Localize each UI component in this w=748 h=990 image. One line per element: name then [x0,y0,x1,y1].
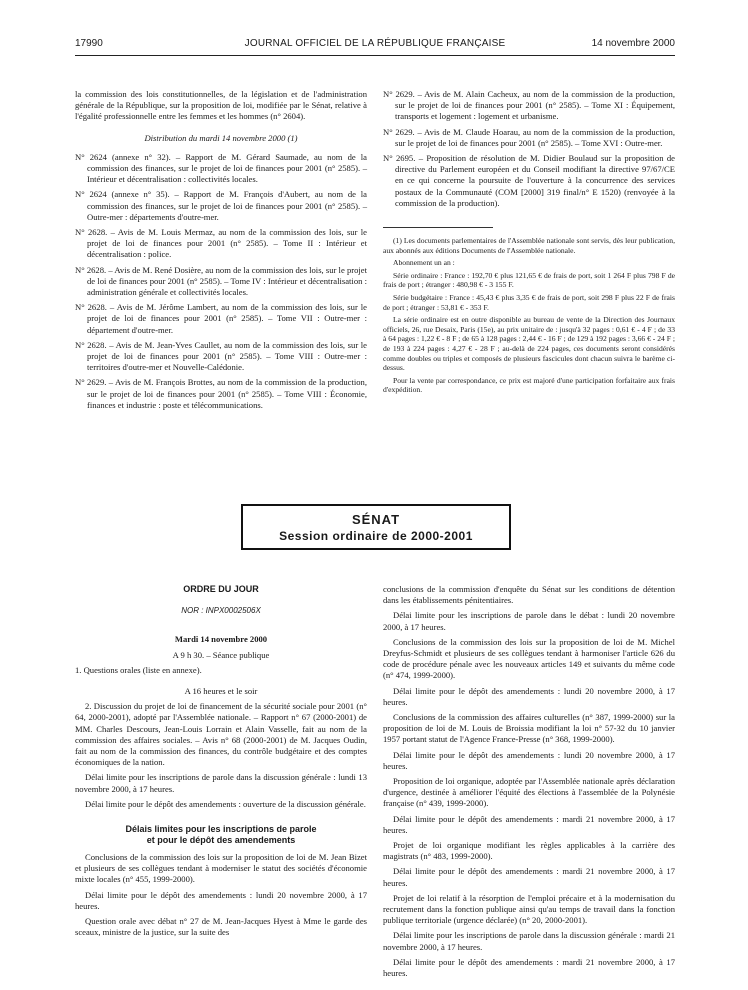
nor-reference: NOR : INPX0002506X [181,606,261,616]
deadline-note: Délai limite pour le dépôt des amendements : mardi 21 novembre 2000, à 17 heures. [383,866,675,888]
footnote: Abonnement un an : [393,258,455,268]
document-entry: N° 2695. – Proposition de résolution de M. Didier Boulaud sur la proposition de directive du Parlement européen et du Conseil modifiant la directive 97/67/CE en ce qui concerne la poursuite de l'ouverture à la concurrence des services postaux de la Communauté (COM [2000] 319 final/n° E 1520) (renvoyée à la commission de la production). [383,153,675,208]
agenda-paragraph: Question orale avec débat n° 27 de M. Jean-Jacques Hyest à Mme le garde des sceaux, ministre de la justice, sur la suite des [75,916,367,938]
agenda-paragraph: Projet de loi organique modifiant les règles applicables à la carrière des magistrats (n° 483, 1999-2000). [383,840,675,862]
deadline-note: Délai limite pour le dépôt des amendements : lundi 20 novembre 2000, à 17 heures. [383,749,675,771]
intro-paragraph: la commission des lois constitutionnelles, de la législation et de l'administration générale de la République, sur la proposition de loi, modifiée par le Sénat, relative à l'égalité professionnelle entre les femmes et les hommes (n° 2604). [75,89,367,122]
agenda-item: 2. Discussion du projet de loi de financement de la sécurité sociale pour 2001 (n° 64, 2000-2001), adopté par l'Assemblée nationale. – Rapport n° 67 (2000-2001) de MM. Charles Descours, Jean-Louis Lorrain et Alain Vasselle, fait au nom de la commission des affaires sociales. – Avis n° 68 (2000-2001) de M. Jacques Oudin, fait au nom de la commission des finances, du contrôle budgétaire et des comptes économiques de la nation. [75,701,367,768]
deadline-note: Délai limite pour le dépôt des amendements : lundi 20 novembre 2000, à 17 heures. [75,889,367,911]
session-date: Mardi 14 novembre 2000 [174,634,268,645]
agenda-paragraph: Proposition de loi organique, adoptée par l'Assemblée nationale après déclaration d'urgence, destinée à améliorer l'équité des élections à l'assemblée de la Polynésie française (n° 439, 1999-2000). [383,776,675,809]
footnote-rule [383,227,493,228]
document-entry: N° 2628. – Avis de M. Louis Mermaz, au nom de la commission des lois, sur le projet de loi de finances pour 2001 (n° 2585). – Tome II : Intérieur et décentralisation : police. [75,227,367,260]
document-entry: N° 2624 (annexe n° 35). – Rapport de M. François d'Aubert, au nom de la commission des finances, sur le projet de loi de finances pour 2001 (n° 2585). – Outre-mer : départements d'outre-mer. [75,189,367,222]
document-entry: N° 2628. – Avis de M. Jérôme Lambert, au nom de la commission des lois, sur le projet de loi de finances pour 2001 (n° 2585). – Tome VII : Outre-mer : département d'outre-mer. [75,302,367,335]
heading-line: Délais limites pour les inscriptions de parole [125,824,317,835]
seance-morning: A 9 h 30. – Séance publique [172,649,270,660]
header-rule [75,55,675,56]
header-date: 14 novembre 2000 [591,38,675,49]
footnote: Série ordinaire : France : 192,70 € plus 121,65 € de frais de port, soit 1 264 F plus 798 F de frais de port ; étranger : 480,98 € - 3 155 F. [383,270,675,290]
running-header [75,38,675,54]
seance-afternoon: A 16 heures et le soir [184,686,258,697]
agenda-paragraph: Conclusions de la commission des lois sur la proposition de loi de M. Michel Dreyfus-Schmidt et plusieurs de ses collègues tendant à harmoniser l'article 626 du code de procédure pénale avec les nouveaux articles 149 et suivants du même code (n° 474, 1999-2000). [383,636,675,681]
footnote: (1) Les documents parlementaires de l'Assemblée nationale sont servis, dès leur publication, aux abonnés aux éditions Documents de l'Assemblée nationale. [383,236,675,255]
document-entry: N° 2629. – Avis de M. Alain Cacheux, au nom de la commission de la production, sur le projet de loi de finances pour 2001 (n° 2585). – Tome XI : Équipement, transports et logement : logement et urbanisme. [383,89,675,122]
distribution-heading: Distribution du mardi 14 novembre 2000 (1) [144,132,298,143]
footnote: Série budgétaire : France : 45,43 € plus 3,35 € de frais de port, soit 298 F plus 22 F de frais de port ; étranger : 53,81 € - 353 F. [383,293,675,312]
column-bottom-right [383,584,675,983]
agenda-item: 1. Questions orales (liste en annexe). [75,664,202,675]
senat-subtitle: Session ordinaire de 2000-2001 [279,529,473,543]
column-top-left [75,89,367,415]
footnote: Pour la vente par correspondance, ce prix est majoré d'une participation forfaitaire aux frais d'expédition. [383,375,675,395]
deadline-note: Délai limite pour le dépôt des amendements : ouverture de la discussion générale. [85,798,366,809]
column-bottom-left [75,584,367,942]
deadline-note: Délai limite pour le dépôt des amendements : mardi 21 novembre 2000, à 17 heures. [383,956,675,979]
agenda-paragraph: Projet de loi relatif à la résorption de l'emploi précaire et à la modernisation du recrutement dans la fonction publique ainsi qu'au temps de travail dans la fonction publique territoriale (urgence déclarée) (n° 20, 2000-2001). [383,892,675,926]
document-entry: N° 2624 (annexe n° 32). – Rapport de M. Gérard Saumade, au nom de la commission des finances, sur le projet de loi de finances pour 2001 (n° 2585). – Intérieur et décentralisation : collectivités locales. [75,151,367,185]
document-entry: N° 2629. – Avis de M. François Brottes, au nom de la commission de la production, sur le projet de loi de finances pour 2001 (n° 2585). – Tome VIII : Économie, finances et industrie : poste et télécommunications. [75,377,367,410]
document-entry: N° 2628. – Avis de M. Jean-Yves Caullet, au nom de la commission des lois, sur le projet de loi de finances pour 2001 (n° 2585). – Tome VIII : Outre-mer : territoires d'outre-mer et Nouvelle-Calédonie. [75,339,367,373]
page-number: 17990 [75,38,103,49]
deadline-note: Délai limite pour les inscriptions de parole dans la discussion générale : mardi 21 novembre 2000, à 17 heures. [383,930,675,952]
deadline-note: Délai limite pour les inscriptions de parole dans la discussion générale : lundi 13 novembre 2000, à 17 heures. [75,772,367,794]
agenda-paragraph: Conclusions de la commission des affaires culturelles (n° 387, 1999-2000) sur la proposition de loi de M. Louis de Broissia modifiant la loi n° 57-32 du 10 janvier 1957 portant statut de l'Agence France-Presse (n° 368, 1999-2000). [383,712,675,745]
ordre-du-jour-heading: ORDRE DU JOUR [183,584,259,594]
deadline-note: Délai limite pour les inscriptions de parole dans le débat : lundi 20 novembre 2000, à 17 heures. [383,610,675,632]
senat-section-box [241,504,511,550]
footnote: La série ordinaire est en outre disponible au bureau de vente de la Direction des Journaux officiels, 26, rue Desaix, Paris (15e), au prix unitaire de : jusqu'à 32 pages : 0,61 € - 4 F ; de 33 à 64 pages : 1,22 € - 8 F ; de 65 à 128 pages : 2,44 € - 16 F ; de 129 à 192 pages : 3,66 € - 24 F ; de 193 à 224 pages : 4,27 € - 28 F ; au-delà de 224 pages, ces documents seront considérés comme doubles ou triples et composés de plusieurs fascicules dont chacun suivra le barème ci-dessus. [383,315,675,373]
senat-title: SÉNAT [351,512,401,527]
deadline-note: Délai limite pour le dépôt des amendements : lundi 20 novembre 2000, à 17 heures. [383,685,675,707]
document-entry: N° 2628. – Avis de M. René Dosière, au nom de la commission des lois, sur le projet de loi de finances pour 2001 (n° 2585). – Tome IV : Intérieur et décentralisation : administration générale et collectivités locales. [75,264,367,298]
journal-title: JOURNAL OFFICIEL DE LA RÉPUBLIQUE FRANÇAISE [244,38,506,49]
agenda-paragraph: Conclusions de la commission des lois sur la proposition de loi de M. Jean Bizet et plusieurs de ses collègues tendant à moderniser le statut des sociétés d'économie mixte locales (n° 455, 1999-2000). [75,852,367,885]
heading-line: et pour le dépôt des amendements [146,835,296,846]
footnotes [383,236,675,395]
document-entry: N° 2629. – Avis de M. Claude Hoarau, au nom de la commission de la production, sur le projet de loi de finances pour 2001 (n° 2585). – Tome XVI : Outre-mer. [383,126,675,148]
agenda-paragraph: conclusions de la commission d'enquête du Sénat sur les conditions de détention dans les établissements pénitentiaires. [383,584,675,606]
column-top-right [383,89,675,398]
deadline-note: Délai limite pour le dépôt des amendements : mardi 21 novembre 2000, à 17 heures. [383,813,675,835]
deadlines-section-heading [75,824,367,846]
